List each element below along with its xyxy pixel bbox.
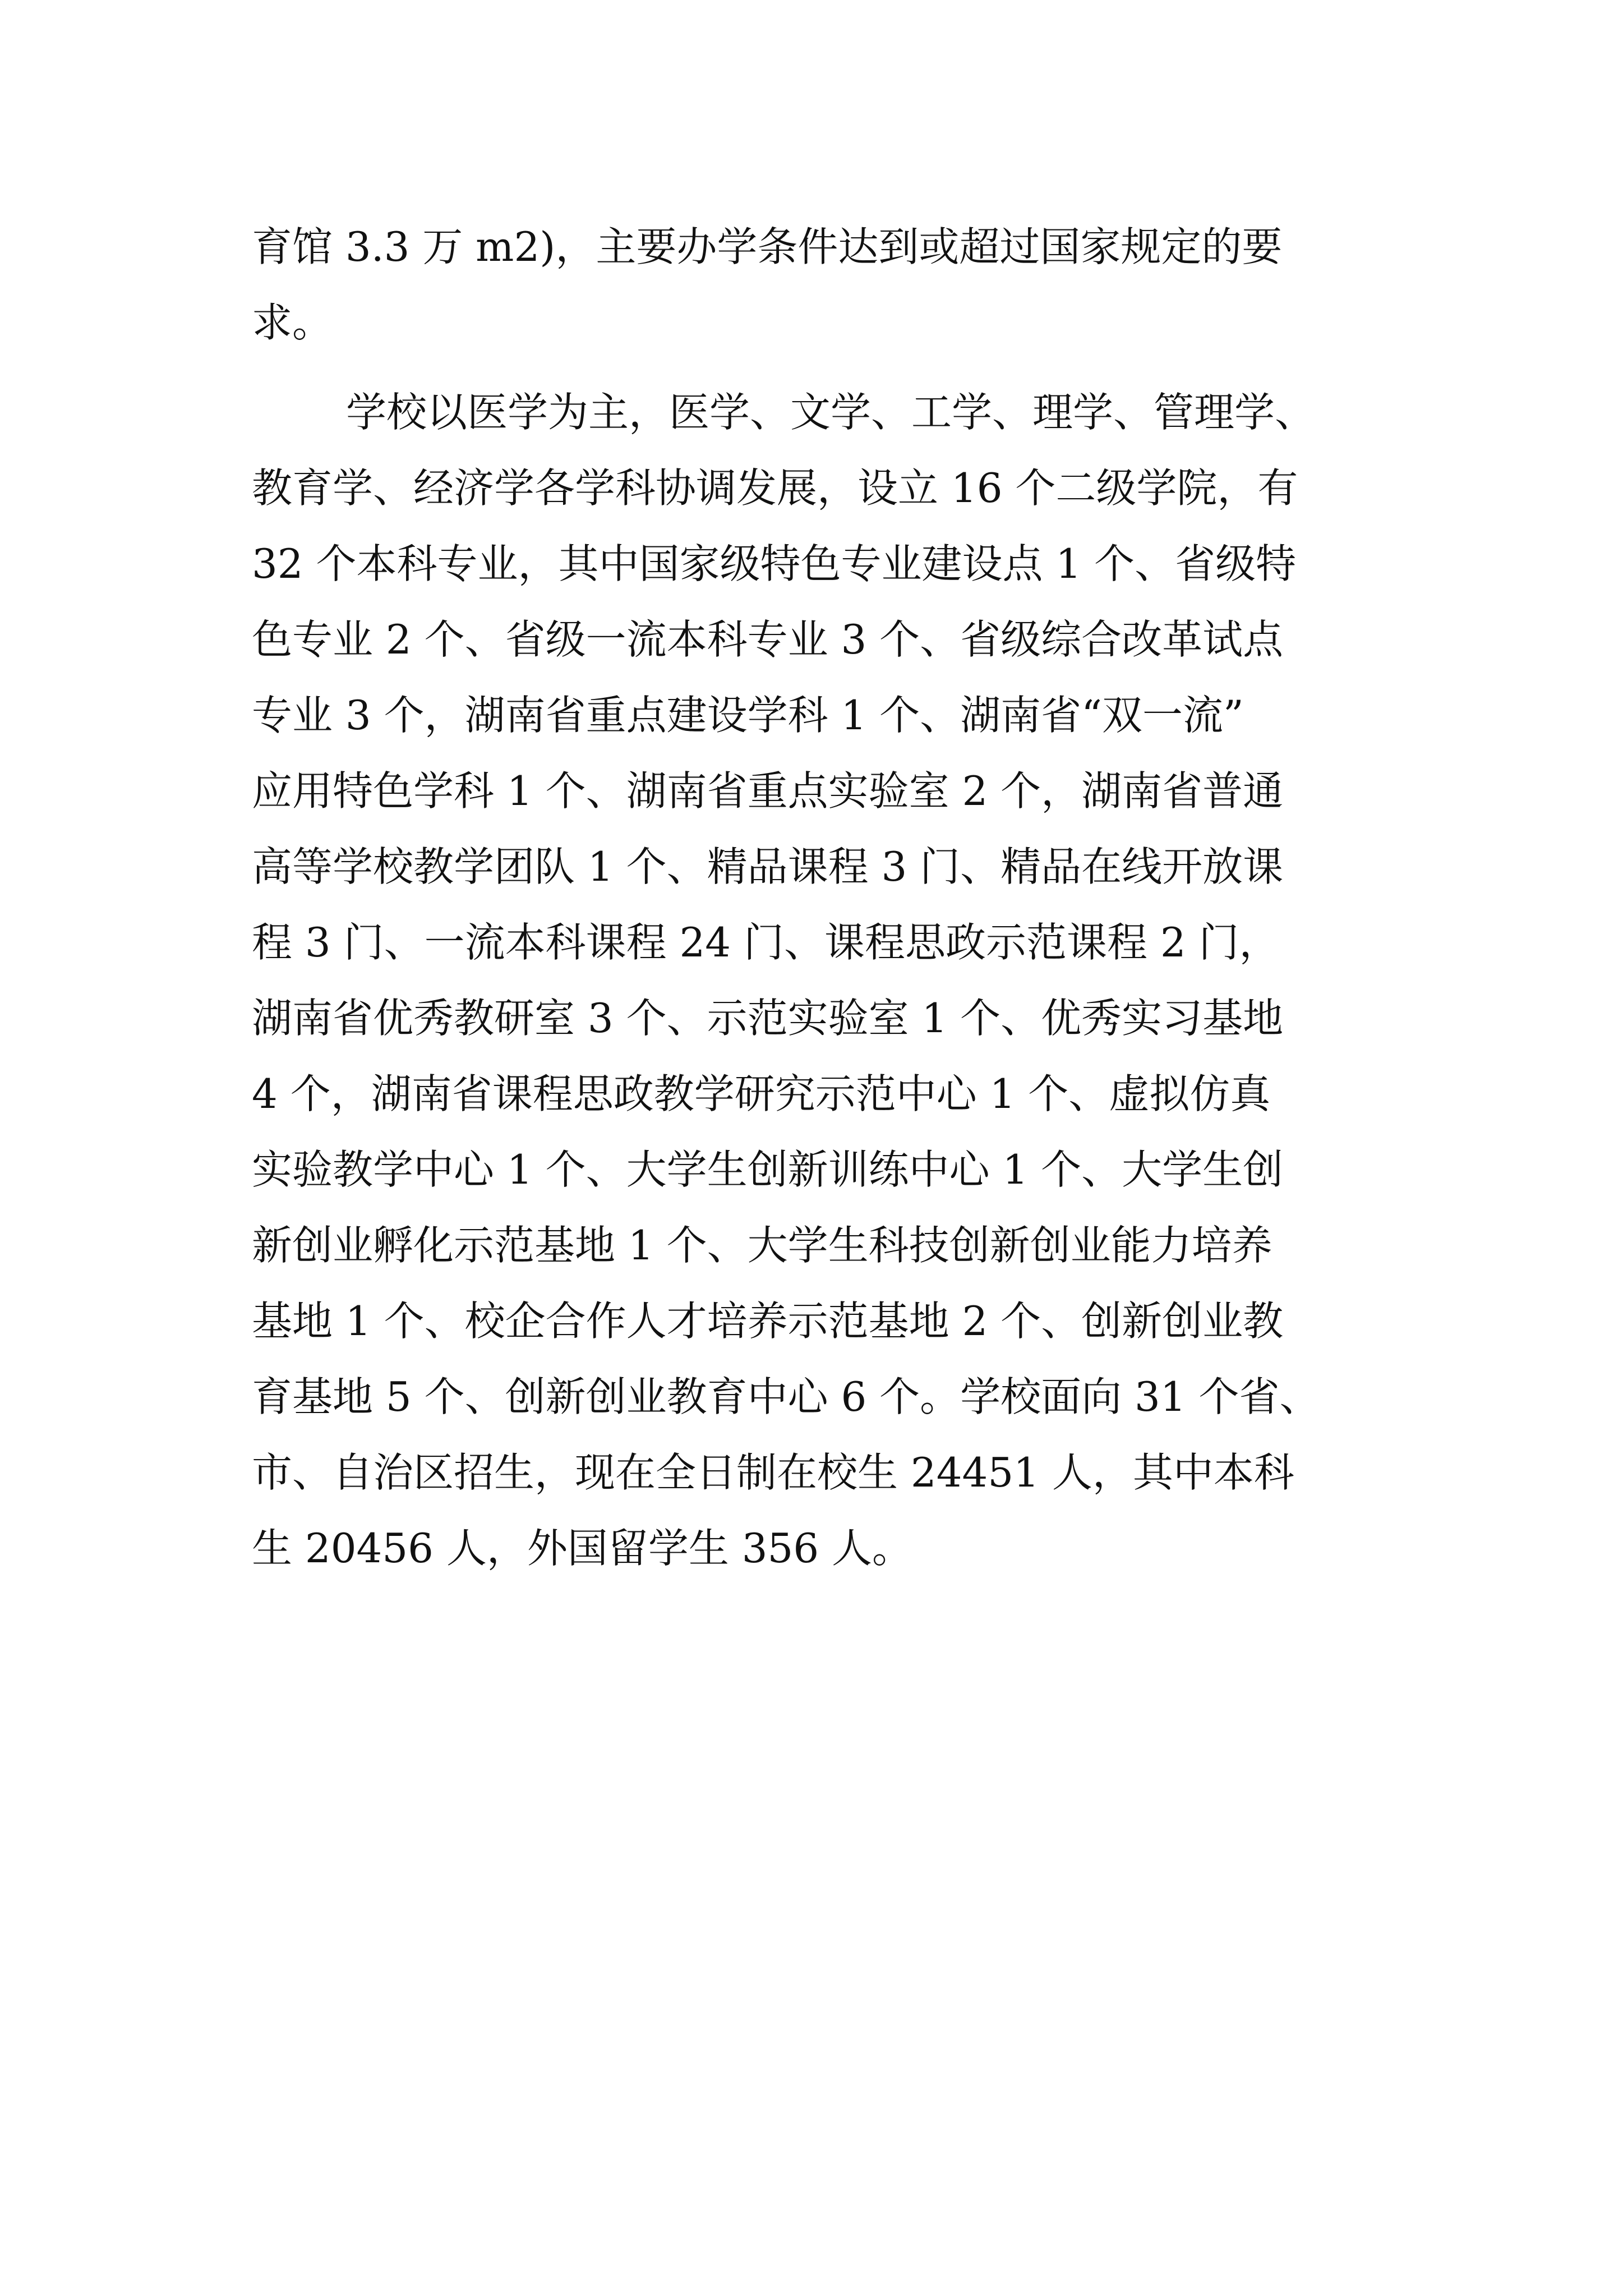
text-line: 教育学、经济学各学科协调发展，设立 16 个二级学院，有 — [252, 464, 1298, 512]
text-line: 生 20456 人，外国留学生 356 人。 — [252, 1525, 913, 1572]
paragraph-spacer — [252, 361, 1379, 375]
text-line: 新创业孵化示范基地 1 个、大学生科技创新创业能力培养 — [252, 1222, 1272, 1269]
text-line: 应用特色学科 1 个、湖南省重点实验室 2 个，湖南省普通 — [252, 767, 1284, 815]
text-line: 32 个本科专业，其中国家级特色专业建设点 1 个、省级特 — [252, 540, 1297, 587]
text-line: 实验教学中心 1 个、大学生创新训练中心 1 个、大学生创 — [252, 1146, 1284, 1193]
text-line: 湖南省优秀教研室 3 个、示范实验室 1 个、优秀实习基地 — [252, 995, 1284, 1042]
text-line: 市、自治区招生，现在全日制在校生 24451 人，其中本科 — [252, 1449, 1294, 1496]
paragraph-2 — [252, 375, 1379, 1586]
text-line: 4 个，湖南省课程思政教学研究示范中心 1 个、虚拟仿真 — [252, 1070, 1271, 1117]
document-body — [252, 209, 1379, 1586]
text-line: 求。 — [252, 299, 333, 346]
text-line: 学校以医学为主，医学、文学、工学、理学、管理学、 — [346, 389, 1316, 436]
paragraph-1 — [252, 209, 1379, 361]
text-line: 色专业 2 个、省级一流本科专业 3 个、省级综合改革试点 — [252, 616, 1284, 663]
text-line: 育馆 3.3 万 m2)，主要办学条件达到或超过国家规定的要 — [252, 223, 1283, 270]
text-line: 育基地 5 个、创新创业教育中心 6 个。学校面向 31 个省、 — [252, 1373, 1320, 1420]
text-line: 专业 3 个，湖南省重点建设学科 1 个、湖南省“双一流” — [252, 692, 1244, 739]
text-line: 高等学校教学团队 1 个、精品课程 3 门、精品在线开放课 — [252, 843, 1284, 890]
text-line: 程 3 门、一流本科课程 24 门、课程思政示范课程 2 门， — [252, 919, 1280, 966]
text-line: 基地 1 个、校企合作人才培养示范基地 2 个、创新创业教 — [252, 1297, 1284, 1345]
